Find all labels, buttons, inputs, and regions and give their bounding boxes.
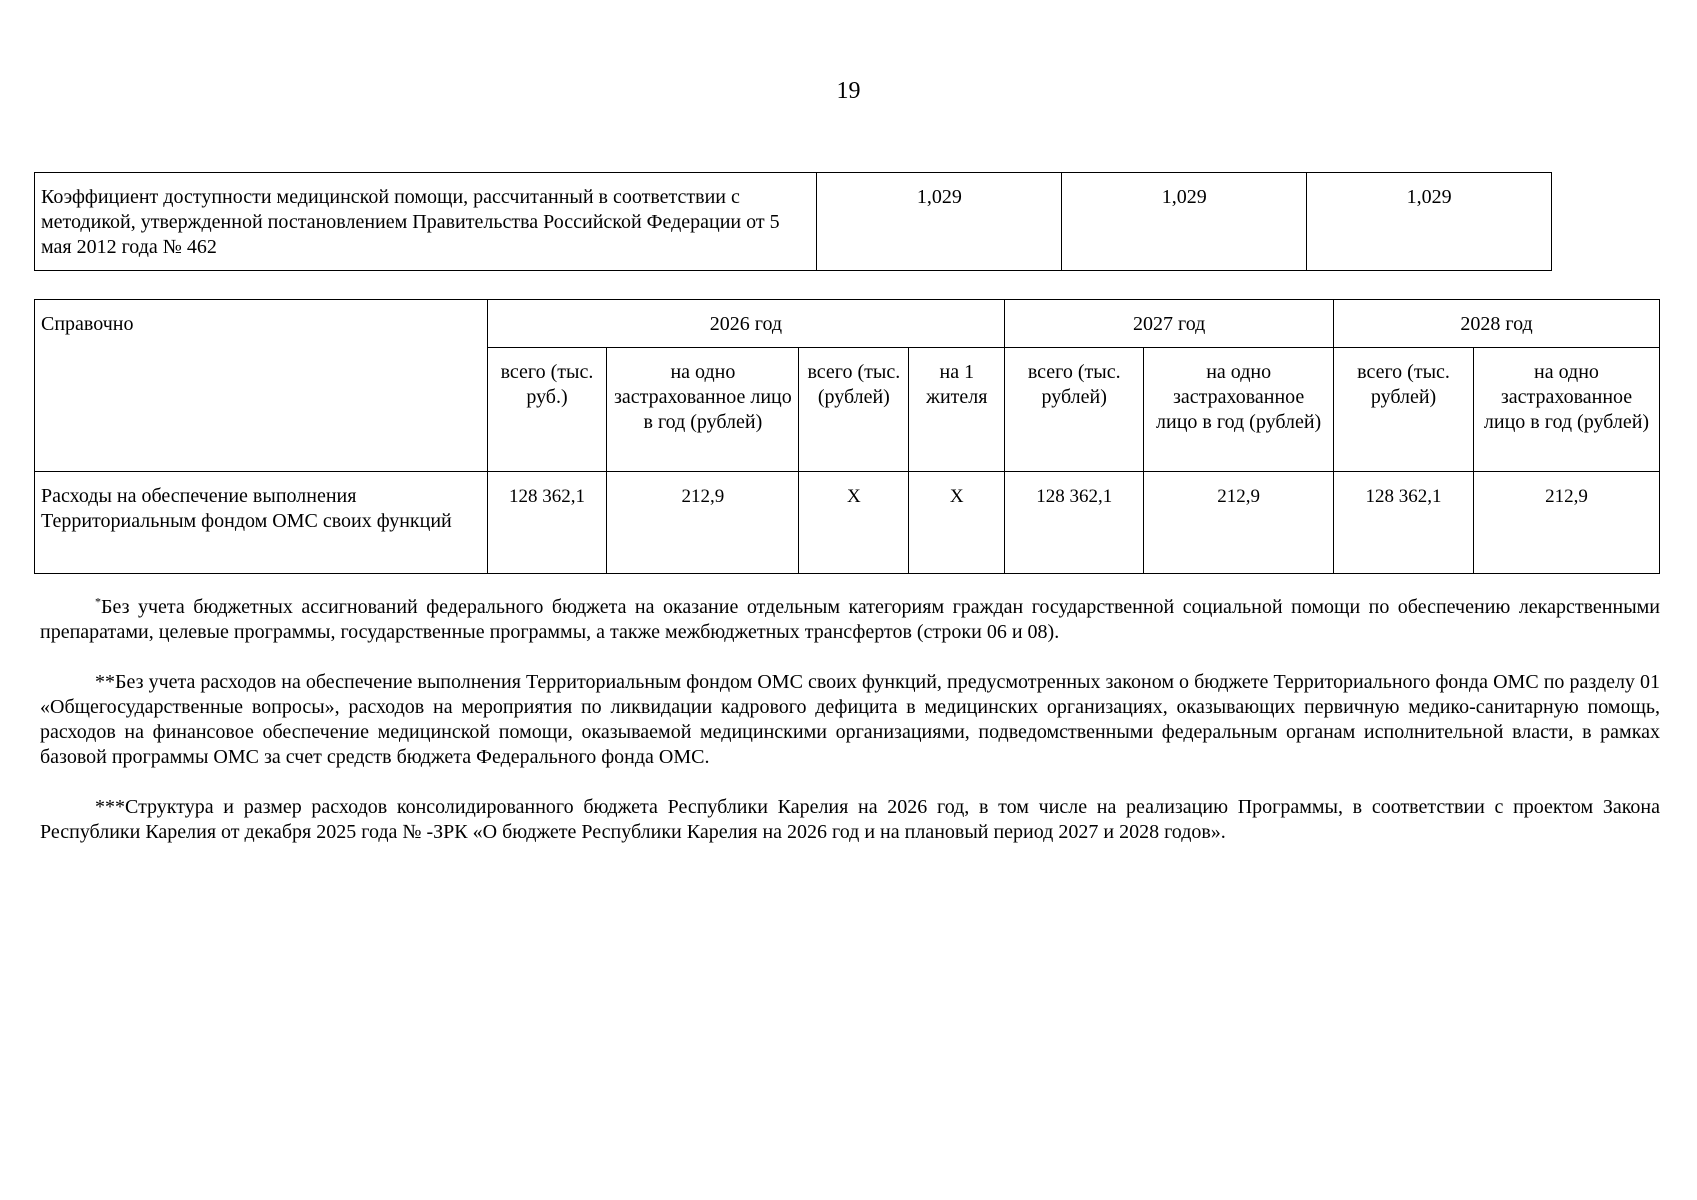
- subheader-cell: на одно застрахованное лицо в год (рублей): [1144, 348, 1334, 472]
- subheader-cell: всего (тыс. (рублей): [799, 348, 909, 472]
- table-row: [35, 300, 1660, 348]
- footnote-1-mark: *: [95, 594, 101, 609]
- coefficient-value-2027: 1,029: [1062, 173, 1307, 271]
- corner-header: Справочно: [35, 300, 488, 472]
- coefficient-label: Коэффициент доступности медицинской помощи, рассчитанный в соответствии с методикой, утвержденной постановлением Правительства Российской Федерации от 5 мая 2012 года № 462: [35, 173, 817, 271]
- year-header-2026: 2026 год: [487, 300, 1005, 348]
- subheader-cell: всего (тыс. рублей): [1334, 348, 1474, 472]
- table-row: [35, 173, 1552, 271]
- expense-row-label: Расходы на обеспечение выполнения Территориальным фондом ОМС своих функций: [35, 472, 488, 574]
- value-cell: 212,9: [1144, 472, 1334, 574]
- coefficient-value-2028: 1,029: [1307, 173, 1552, 271]
- availability-coefficient-table: [34, 172, 1552, 271]
- value-cell: Х: [909, 472, 1005, 574]
- value-cell: 212,9: [607, 472, 799, 574]
- year-header-2028: 2028 год: [1334, 300, 1660, 348]
- footnote-2: **Без учета расходов на обеспечение выполнения Территориальным фондом ОМС своих функций, предусмотренных законом о бюджете Территориального фонда ОМС по разделу 01 «Общегосударственные вопросы», расходов на мероприятия по ликвидации кадрового дефицита в медицинских организациях, оказывающих первичную медико-санитарную помощь, расходов на финансовое обеспечение медицинской помощи, оказываемой медицинскими организациями, подведомственными федеральным органам исполнительной власти, в рамках базовой программы ОМС за счет средств бюджета Федерального фонда ОМС.: [40, 671, 1660, 768]
- subheader-cell: на одно застрахованное лицо в год (рублей): [607, 348, 799, 472]
- value-cell: 128 362,1: [487, 472, 607, 574]
- subheader-cell: всего (тыс. руб.): [487, 348, 607, 472]
- value-cell: 212,9: [1473, 472, 1659, 574]
- footnote-1: [40, 595, 1660, 645]
- subheader-cell: на одно застрахованное лицо в год (рублей): [1473, 348, 1659, 472]
- table-row: [35, 472, 1660, 574]
- footnote-3: ***Структура и размер расходов консолидированного бюджета Республики Карелия на 2026 год, в том числе на реализацию Программы, в соответствии с проектом Закона Республики Карелия от декабря 2025 года № -ЗРК «О бюджете Республики Карелия на 2026 год и на плановый период 2027 и 2028 годов».: [40, 796, 1660, 843]
- footnotes: [40, 595, 1660, 870]
- coefficient-value-2026: 1,029: [817, 173, 1062, 271]
- subheader-cell: на 1 жителя: [909, 348, 1005, 472]
- reference-expenses-table: [34, 299, 1660, 574]
- value-cell: 128 362,1: [1334, 472, 1474, 574]
- footnote-1-text: Без учета бюджетных ассигнований федерального бюджета на оказание отдельным категориям граждан государственной социальной помощи по обеспечению лекарственными препаратами, целевые программы, государственные программы, а также межбюджетных трансфертов (строки 06 и 08).: [40, 596, 1660, 643]
- value-cell: Х: [799, 472, 909, 574]
- subheader-cell: всего (тыс. рублей): [1005, 348, 1144, 472]
- page-number: 19: [836, 78, 861, 104]
- year-header-2027: 2027 год: [1005, 300, 1334, 348]
- value-cell: 128 362,1: [1005, 472, 1144, 574]
